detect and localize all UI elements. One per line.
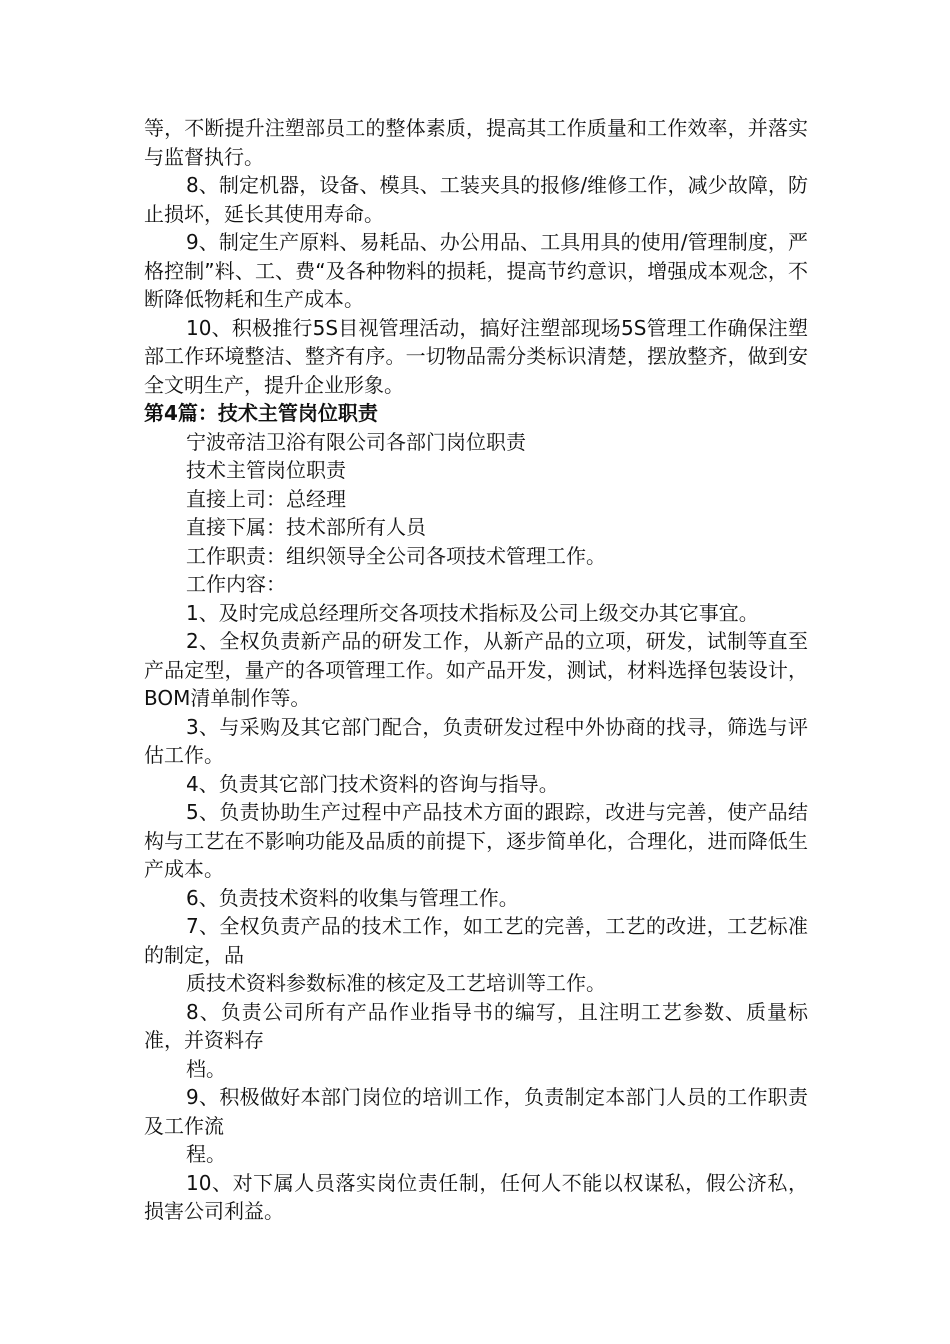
list-item-1: 1、及时完成总经理所交各项技术指标及公司上级交办其它事宜。	[186, 600, 759, 625]
document-body	[144, 114, 808, 1226]
paragraph-item-8-equipment: 8、制定机器，设备、模具、工装夹具的报修/维修工作，减少故障，防止损坏，延长其使用寿命。	[144, 173, 808, 226]
position-title: 技术主管岗位职责	[186, 458, 346, 482]
job-duties: 工作职责：组织领导全公司各项技术管理工作。	[186, 543, 606, 568]
direct-subordinates: 直接下属：技术部所有人员	[186, 515, 426, 539]
list-item-7: 7、全权负责产品的技术工作，如工艺的完善，工艺的改进，工艺标准的制定，品	[144, 914, 808, 967]
list-item-7-continued: 质技术资料参数标准的核定及工艺培训等工作。	[186, 971, 606, 995]
paragraph-continuation: 等，不断提升注塑部员工的整体素质，提高其工作质量和工作效率，并落实与监督执行。	[144, 116, 808, 169]
list-item-9-continued: 程。	[186, 1142, 226, 1166]
list-item-3: 3、与采购及其它部门配合，负责研发过程中外协商的找寻，筛选与评估工作。	[144, 714, 808, 767]
company-title: 宁波帝洁卫浴有限公司各部门岗位职责	[186, 429, 526, 454]
paragraph-item-9-materials: 9、制定生产原料、易耗品、办公用品、工具用具的使用/管理制度，严格控制”料、工、费“及各种物料的损耗，提高节约意识，增强成本观念，不断降低物耗和生产成本。	[144, 230, 808, 311]
direct-superior: 直接上司：总经理	[186, 486, 346, 511]
list-item-4: 4、负责其它部门技术资料的咨询与指导。	[186, 771, 559, 796]
list-item-2: 2、全权负责新产品的研发工作，从新产品的立项，研发，试制等直至产品定型，量产的各项管理工作。如产品开发，测试，材料选择包装设计，BOM清单制作等。	[144, 629, 808, 710]
section-heading: 第4篇：技术主管岗位职责	[144, 401, 378, 425]
list-item-8-continued: 档。	[186, 1056, 226, 1081]
paragraph-item-10-5s: 10、积极推行5S目视管理活动，搞好注塑部现场5S管理工作确保注塑部工作环境整洁、整齐有序。一切物品需分类标识清楚，摆放整齐，做到安全文明生产，提升企业形象。	[144, 315, 808, 397]
list-item-6: 6、负责技术资料的收集与管理工作。	[186, 885, 519, 910]
list-item-9: 9、积极做好本部门岗位的培训工作，负责制定本部门人员的工作职责及工作流	[144, 1085, 808, 1138]
list-item-5: 5、负责协助生产过程中产品技术方面的跟踪，改进与完善，使产品结构与工艺在不影响功能及品质的前提下，逐步简单化，合理化，进而降低生产成本。	[144, 800, 808, 881]
list-item-10: 10、对下属人员落实岗位责任制，任何人不能以权谋私，假公济私，损害公司利益。	[144, 1170, 808, 1223]
work-content-label: 工作内容：	[186, 572, 286, 596]
list-item-8: 8、负责公司所有产品作业指导书的编写，且注明工艺参数、质量标准，并资料存	[144, 999, 808, 1052]
